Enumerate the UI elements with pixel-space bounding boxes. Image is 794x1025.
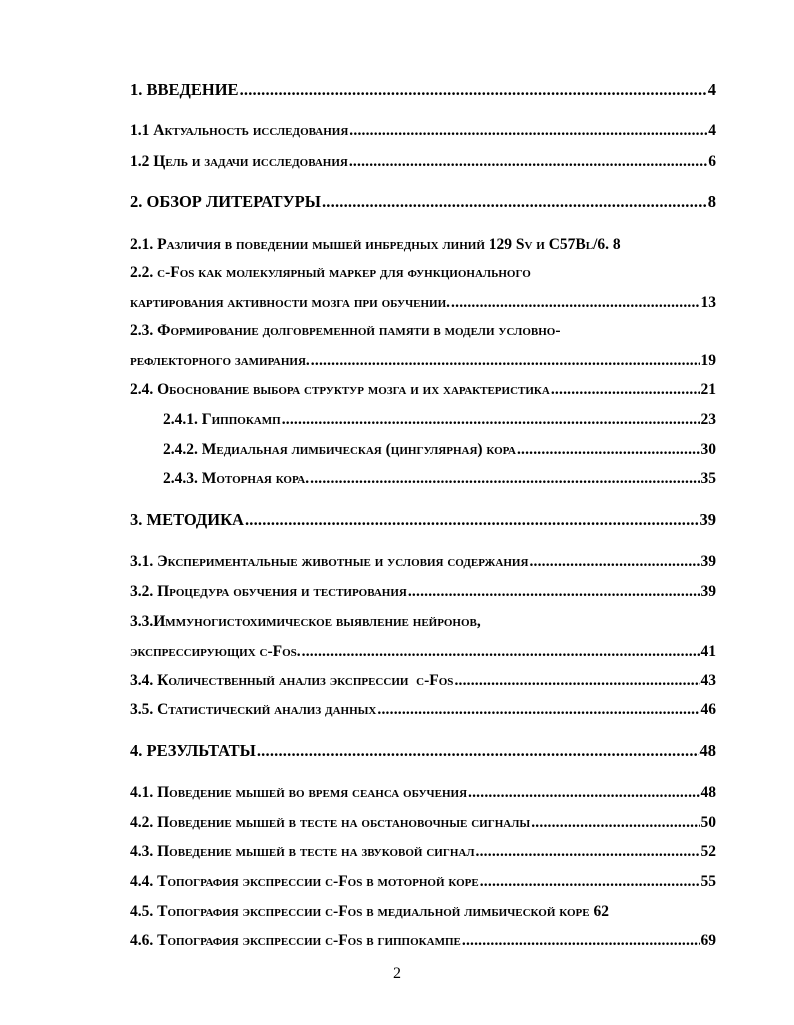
toc-entry-2-3-line1[interactable]: 2.3. Формирование долговременной памяти в модели условно- bbox=[130, 322, 561, 339]
toc-page: 39 bbox=[700, 583, 716, 600]
toc-title: 4.3. Поведение мышей в тесте на звуковой сигнал bbox=[130, 843, 475, 860]
toc-page: 41 bbox=[700, 643, 716, 660]
toc-entry-1-1[interactable] bbox=[130, 122, 716, 140]
toc-title: 2.4.3. Моторная кора. bbox=[163, 470, 310, 487]
toc-title: 1.2 Цель и задачи исследования bbox=[130, 153, 348, 170]
toc-entry-introduction[interactable] bbox=[130, 80, 716, 100]
toc-page: 13 bbox=[700, 294, 716, 311]
toc-page: 19 bbox=[700, 352, 716, 369]
toc-entry-4-3[interactable] bbox=[130, 843, 716, 861]
toc-title: картирования активности мозга при обучении. bbox=[130, 294, 451, 311]
toc-page: 4 bbox=[707, 80, 716, 99]
toc-entry-1-2[interactable] bbox=[130, 153, 716, 171]
toc-entry-2-2-line1[interactable]: 2.2. c-Fos как молекулярный маркер для функционального bbox=[130, 264, 531, 281]
toc-leader bbox=[454, 672, 699, 690]
toc-page: 39 bbox=[699, 510, 716, 529]
toc-leader bbox=[377, 701, 699, 719]
toc-leader bbox=[302, 643, 700, 661]
toc-title: 2.4. Обоснование выбора структур мозга и их характеристика bbox=[130, 381, 550, 398]
toc-entry-3-3-line1[interactable]: 3.3.Иммуногистохимическое выявление нейронов, bbox=[130, 613, 481, 630]
toc-title: 3. МЕТОДИКА bbox=[130, 510, 244, 529]
toc-leader bbox=[245, 510, 699, 530]
toc-title: 4.2. Поведение мышей в тесте на обстановочные сигналы bbox=[130, 814, 531, 831]
toc-title: 4. РЕЗУЛЬТАТЫ bbox=[130, 741, 256, 760]
toc-leader bbox=[240, 80, 707, 100]
toc-entry-2-4-3[interactable] bbox=[163, 470, 716, 488]
toc-page: 52 bbox=[700, 843, 716, 860]
toc-entry-2-4-1[interactable] bbox=[163, 411, 716, 429]
toc-page: 30 bbox=[700, 441, 716, 458]
toc-leader bbox=[349, 122, 707, 140]
toc-title: 2.4.1. Гиппокамп bbox=[163, 411, 281, 428]
toc-leader bbox=[529, 553, 699, 571]
toc-entry-4-5[interactable]: 4.5. Топография экспрессии c-Fos в медиальной лимбической коре 62 bbox=[130, 903, 609, 920]
toc-page: 21 bbox=[700, 381, 716, 398]
toc-title: 1.1 Актуальность исследования bbox=[130, 122, 349, 139]
toc-entry-3-2[interactable] bbox=[130, 583, 716, 601]
toc-leader bbox=[480, 873, 700, 891]
toc-page: 8 bbox=[707, 192, 716, 211]
toc-leader bbox=[468, 784, 699, 802]
toc-entry-3-3[interactable] bbox=[130, 643, 716, 661]
toc-entry-methods[interactable] bbox=[130, 510, 716, 530]
toc-entry-4-6[interactable] bbox=[130, 932, 716, 950]
toc-title: 4.4. Топография экспрессии c-Fos в моторной коре bbox=[130, 873, 479, 890]
toc-page: 4 bbox=[708, 122, 716, 139]
toc-title: рефлекторного замирания. bbox=[130, 352, 310, 369]
toc-page: 35 bbox=[700, 470, 716, 487]
toc-entry-results[interactable] bbox=[130, 741, 716, 761]
toc-page: 55 bbox=[700, 873, 716, 890]
toc-leader bbox=[282, 411, 700, 429]
toc-entry-3-1[interactable] bbox=[130, 553, 716, 571]
toc-entry-2-1[interactable]: 2.1. Различия в поведении мышей инбредных линий 129 Sv и C57Bl/6. 8 bbox=[130, 236, 621, 253]
toc-entry-2-4-2[interactable] bbox=[163, 441, 716, 459]
toc-entry-2-4[interactable] bbox=[130, 381, 716, 399]
toc-leader bbox=[349, 153, 707, 171]
toc-leader bbox=[462, 932, 700, 950]
toc-leader bbox=[451, 294, 699, 312]
toc-title: 4.6. Топография экспрессии c-Fos в гиппокампе bbox=[130, 932, 461, 949]
toc-title: 3.2. Процедура обучения и тестирования bbox=[130, 583, 407, 600]
toc-page: 39 bbox=[700, 553, 716, 570]
toc-title: экспрессирующих c-Fos. bbox=[130, 643, 301, 660]
toc-title: 3.5. Статистический анализ данных bbox=[130, 701, 377, 718]
toc-leader bbox=[476, 843, 700, 861]
toc-entry-literature[interactable] bbox=[130, 192, 716, 212]
toc-leader bbox=[517, 441, 700, 459]
toc-page: 50 bbox=[700, 814, 716, 831]
toc-title: 2.4.2. Медиальная лимбическая (цингулярная) кора bbox=[163, 441, 516, 458]
toc-leader bbox=[310, 470, 699, 488]
toc-entry-2-3[interactable] bbox=[130, 352, 716, 370]
toc-entry-4-2[interactable] bbox=[130, 814, 716, 832]
toc-entry-3-5[interactable] bbox=[130, 701, 716, 719]
toc-page: 23 bbox=[700, 411, 716, 428]
toc-page: 43 bbox=[700, 672, 716, 689]
toc-entry-3-4[interactable] bbox=[130, 672, 716, 690]
toc-page: 48 bbox=[699, 741, 716, 760]
toc-page: 48 bbox=[700, 784, 716, 801]
toc-title: 2. ОБЗОР ЛИТЕРАТУРЫ bbox=[130, 192, 321, 211]
toc-leader bbox=[531, 814, 699, 832]
toc-entry-4-1[interactable] bbox=[130, 784, 716, 802]
toc-leader bbox=[311, 352, 700, 370]
toc-entry-2-2[interactable] bbox=[130, 294, 716, 312]
toc-page: 69 bbox=[700, 932, 716, 949]
toc-page: 46 bbox=[700, 701, 716, 718]
toc-leader bbox=[408, 583, 700, 601]
toc-page: 6 bbox=[708, 153, 716, 170]
toc-title: 3.1. Экспериментальные животные и условия содержания bbox=[130, 553, 529, 570]
toc-leader bbox=[551, 381, 700, 399]
toc-title: 1. ВВЕДЕНИЕ bbox=[130, 80, 239, 99]
toc-leader bbox=[322, 192, 707, 212]
toc-leader bbox=[257, 741, 699, 761]
toc-entry-4-4[interactable] bbox=[130, 873, 716, 891]
toc-title: 4.1. Поведение мышей во время сеанса обучения bbox=[130, 784, 468, 801]
toc-title: 3.4. Количественный анализ экспрессии c-Fos bbox=[130, 672, 454, 689]
page-number: 2 bbox=[393, 965, 401, 982]
